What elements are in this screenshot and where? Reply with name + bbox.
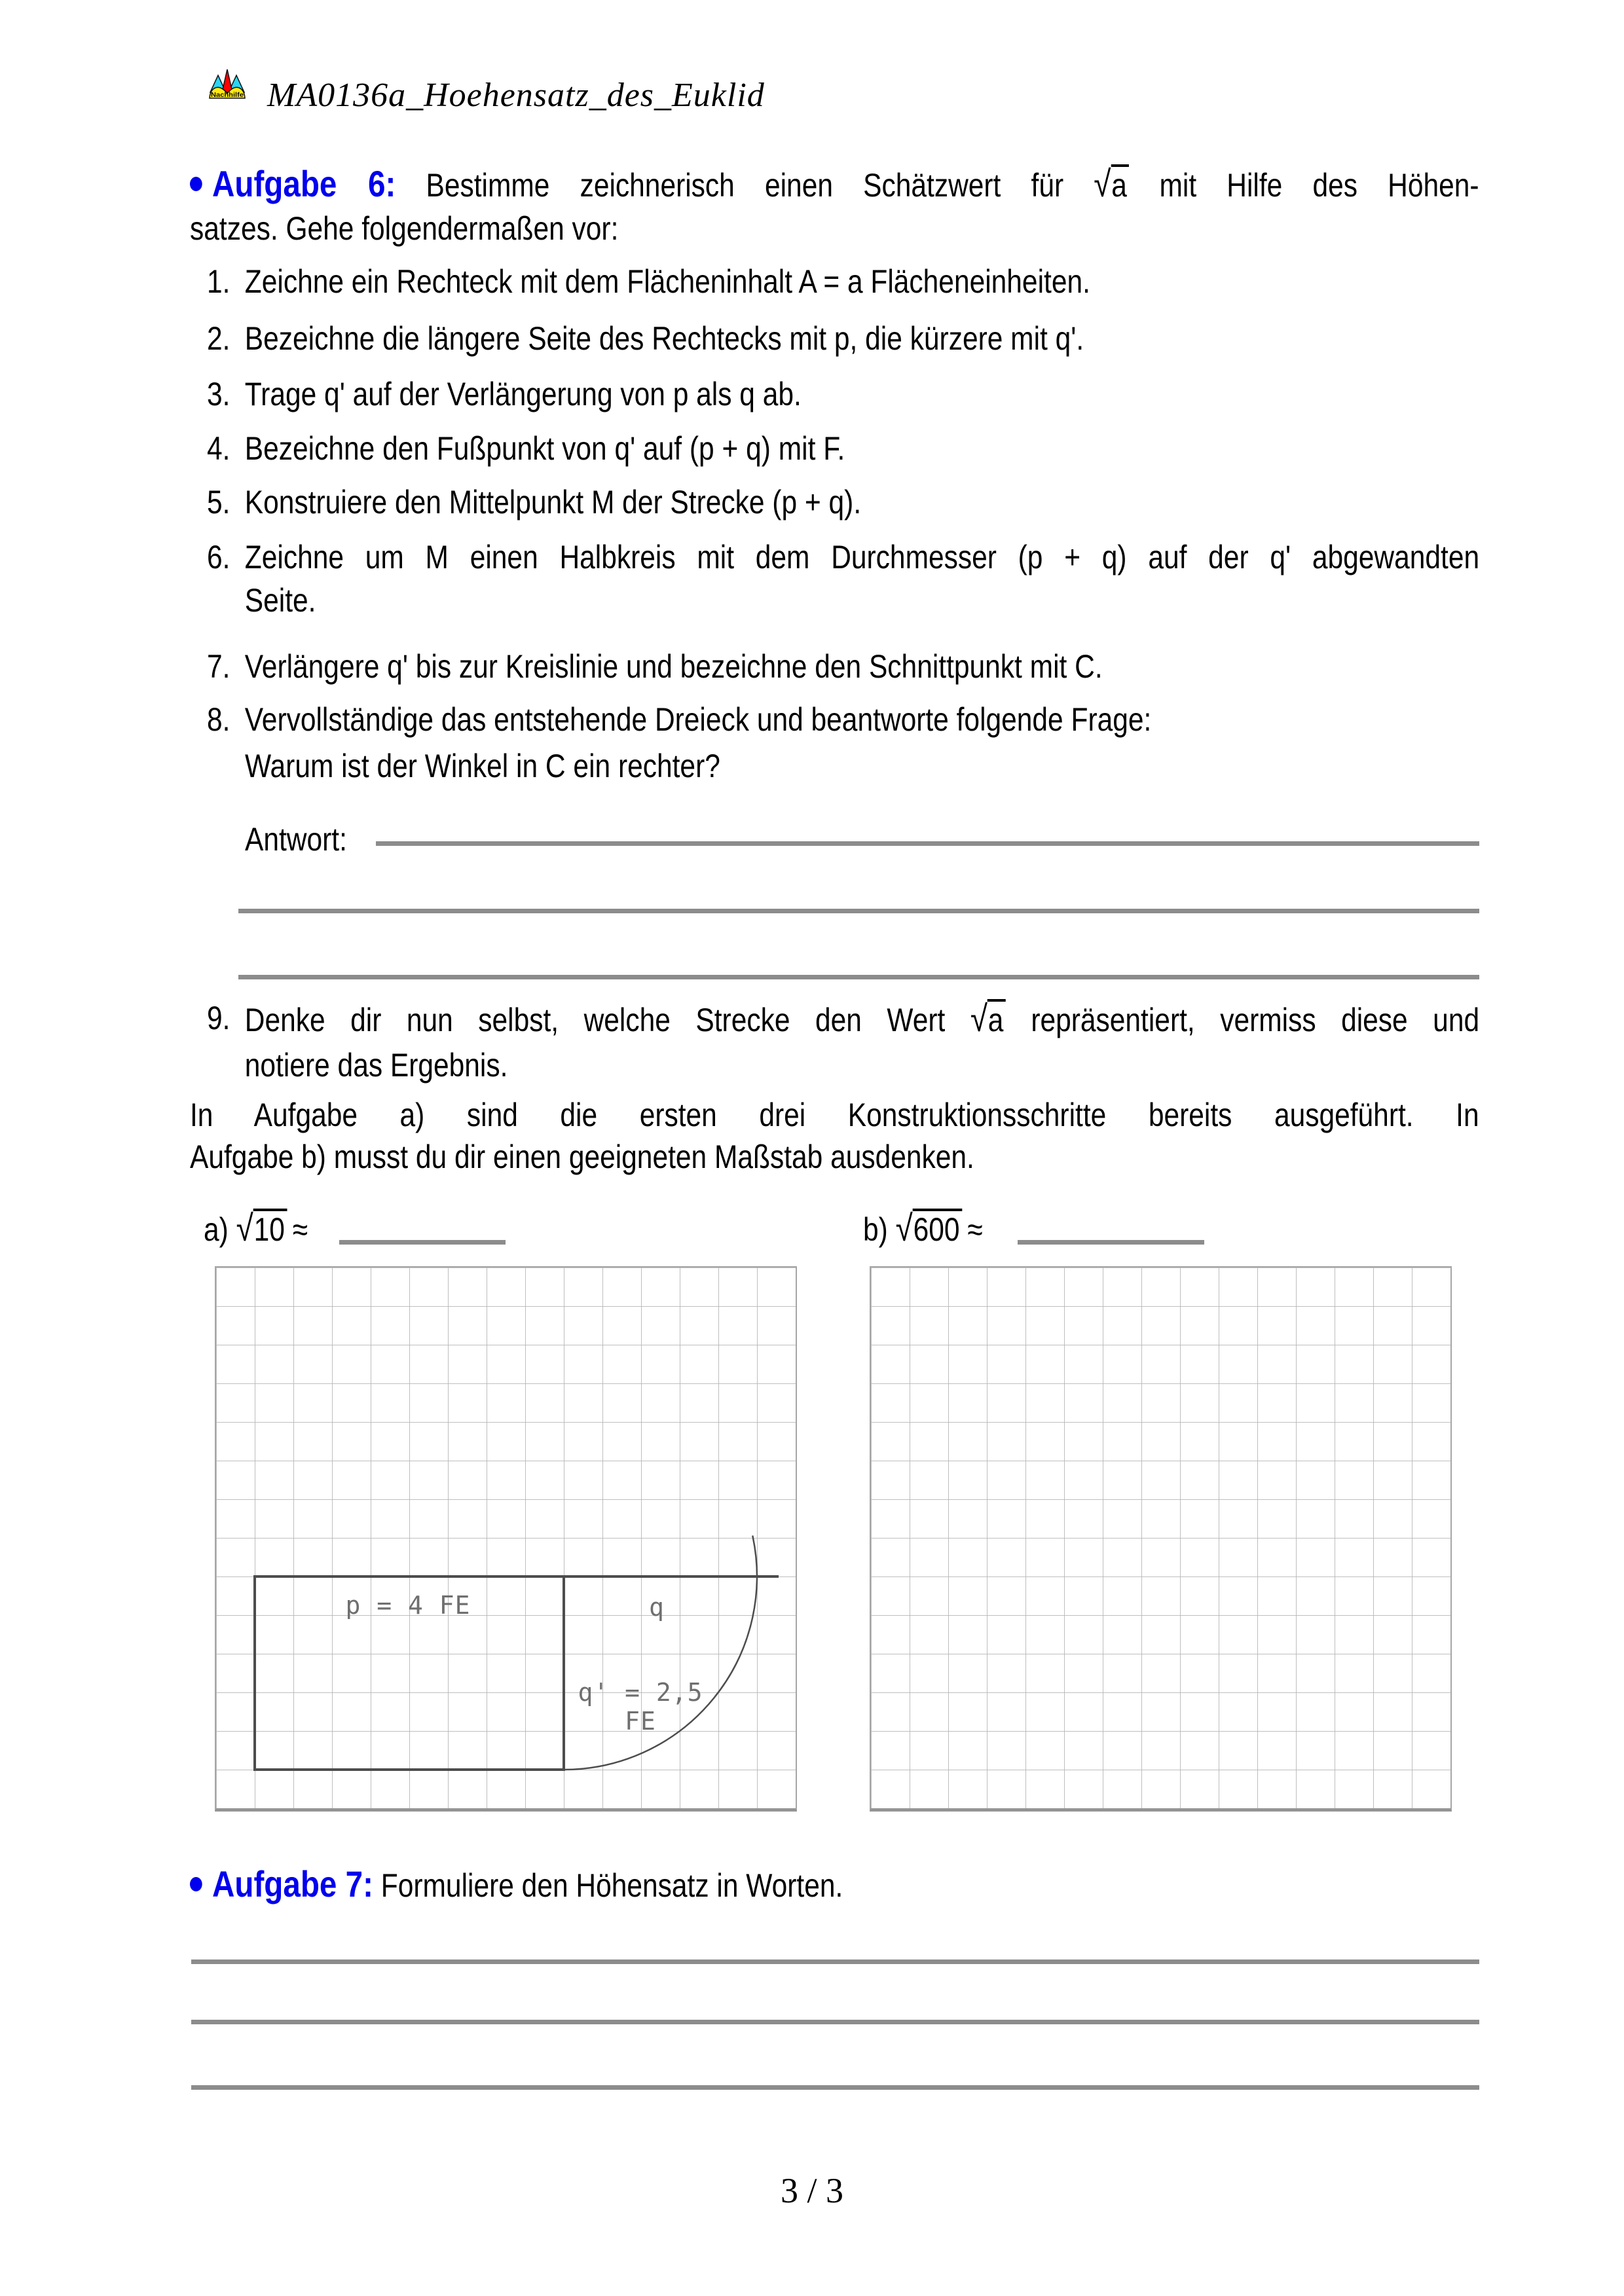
paragraph-line1: In Aufgabe a) sind die ersten drei Konstruktionsschritte bereits ausgeführt. In xyxy=(190,1097,1479,1133)
task6-intro-pre: Bestimme zeichnerisch einen Schätzwert für xyxy=(426,167,1094,204)
list-item-5 xyxy=(207,481,1479,524)
grid-b-canvas xyxy=(871,1267,1450,1808)
sub-a-radicand: 10 xyxy=(253,1209,287,1248)
bullet-icon xyxy=(190,1877,202,1891)
task7-label: Aufgabe 7: xyxy=(212,1863,373,1904)
paragraph-line2: Aufgabe b) musst du dir einen geeigneten Maßstab ausdenken. xyxy=(190,1139,974,1175)
sub-b-answer-line xyxy=(1018,1240,1204,1245)
sub-a-answer-line xyxy=(339,1240,506,1245)
list-item-8 xyxy=(207,698,1479,741)
task7-text: Formuliere den Höhensatz in Worten. xyxy=(380,1867,843,1904)
sub-b-radicand: 600 xyxy=(913,1209,962,1248)
answer-line-2 xyxy=(238,909,1479,913)
item-number: 1. xyxy=(207,263,231,300)
item-text: Verlängere q' bis zur Kreislinie und bezeichne den Schnittpunkt mit C. xyxy=(244,648,1103,685)
task6-intro-line1 xyxy=(190,162,1479,207)
logo-text: Nachhilfe xyxy=(211,92,244,99)
item-text: Trage q' auf der Verlängerung von p als q ab. xyxy=(244,376,802,412)
list-item-1 xyxy=(207,260,1479,303)
item-number: 6. xyxy=(207,539,231,575)
label-p: p = 4 FE xyxy=(345,1591,471,1620)
item-number: 4. xyxy=(207,430,231,467)
answer-line-3 xyxy=(238,975,1479,979)
item-text-line2: notiere das Ergebnis. xyxy=(244,1047,508,1084)
list-item-7 xyxy=(207,645,1479,688)
item-text: Zeichne ein Rechteck mit dem Flächeninhalt A = a Flächeneinheiten. xyxy=(244,263,1090,300)
list-item-6 xyxy=(207,536,1479,622)
nachhilfe-logo-icon xyxy=(208,68,246,102)
approx-sign: ≈ xyxy=(967,1211,983,1248)
approx-sign: ≈ xyxy=(292,1211,308,1248)
task7-answer-line-2 xyxy=(191,2020,1479,2024)
sub-b-label: b) xyxy=(863,1211,888,1248)
sub-b-formula xyxy=(863,1207,983,1251)
label-q-prime: q' = 2,5 FE xyxy=(578,1678,703,1736)
task7-answer-line-1 xyxy=(191,1959,1479,1964)
bullet-icon xyxy=(190,177,202,191)
sqrt-icon: √ xyxy=(970,998,987,1039)
grid-b xyxy=(870,1266,1452,1812)
task6-label: Aufgabe 6: xyxy=(212,163,396,204)
document-title: MA0136a_Hoehensatz_des_Euklid xyxy=(267,77,765,114)
task6-intro-line2: satzes. Gehe folgendermaßen vor: xyxy=(190,210,619,247)
item-text: Bezeichne die längere Seite des Rechtecks mit p, die kürzere mit q'. xyxy=(244,320,1084,357)
question-text: Warum ist der Winkel in C ein rechter? xyxy=(245,748,720,784)
label-q: q xyxy=(649,1593,665,1622)
task7-answer-line-3 xyxy=(191,2085,1479,2090)
item-number: 5. xyxy=(207,484,231,520)
task6-intro-radicand: a xyxy=(1111,164,1129,204)
task7-heading xyxy=(190,1863,1479,1907)
task6-intro-post: mit Hilfe des Höhen- xyxy=(1129,167,1479,204)
list-item-4 xyxy=(207,427,1479,470)
item-text: Bezeichne den Fußpunkt von q' auf (p + q) mit F. xyxy=(244,430,845,467)
item-number: 7. xyxy=(207,648,231,685)
item-number: 9. xyxy=(207,1000,231,1036)
sqrt-icon: √ xyxy=(895,1207,913,1248)
item-number: 8. xyxy=(207,701,231,738)
sqrt-icon: √ xyxy=(236,1207,253,1248)
item-text-line1: Denke dir nun selbst, welche Strecke den Wert √a repräsentiert, vermiss diese und xyxy=(244,998,1480,1039)
item-number: 3. xyxy=(207,376,231,412)
list-item-9 xyxy=(207,996,1479,1088)
sub-a-formula xyxy=(204,1207,308,1251)
list-item-2 xyxy=(207,317,1479,360)
sqrt-icon: √ xyxy=(1094,163,1111,204)
answer-label: Antwort: xyxy=(245,821,347,858)
step9-radicand: a xyxy=(987,999,1006,1038)
item-text-line2: Seite. xyxy=(244,582,316,619)
item-number: 2. xyxy=(207,320,231,357)
sub-a-label: a) xyxy=(204,1211,229,1248)
answer-line-1 xyxy=(376,841,1479,846)
list-item-3 xyxy=(207,373,1479,416)
page-number: 3 / 3 xyxy=(780,2171,843,2210)
item-text: Konstruiere den Mittelpunkt M der Strecke (p + q). xyxy=(244,484,862,520)
item-text: Vervollständige das entstehende Dreieck und beantworte folgende Frage: xyxy=(244,701,1152,738)
item-text-line1: Zeichne um M einen Halbkreis mit dem Durchmesser (p + q) auf der q' abgewandten xyxy=(244,539,1480,575)
